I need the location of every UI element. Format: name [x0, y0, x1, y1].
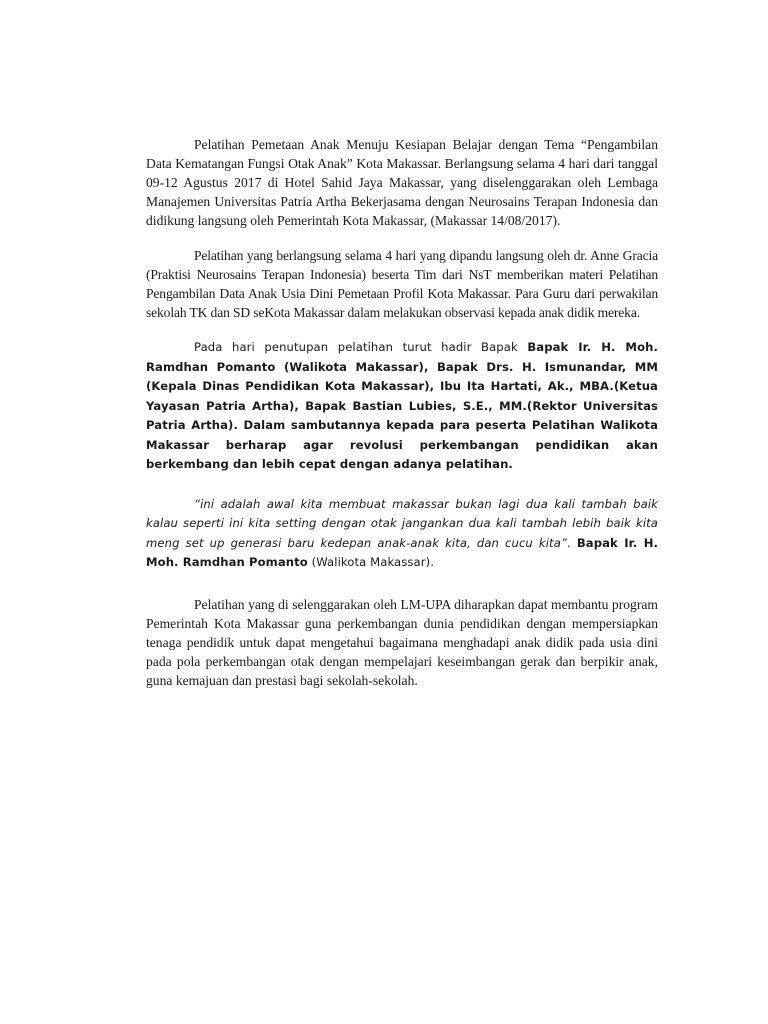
closing-rest-text: (Walikota Makassar), Bapak Drs. H. Ismunandar, MM (Kepala Dinas Pendidikan Kota Makassar), Ibu Ita Hartati, Ak., MBA.(Ketua Yayasan Patria Artha), Bapak Bastian Lubies, S.E., MM.(Rektor Universitas Patria Artha). Dalam sambutannya kepada para peserta Pelatihan Walikota Makassar berharap agar revolusi perkembangan pendidikan akan berkembang dan lebih cepat dengan adanya pelatihan. — [146, 359, 658, 471]
quote-attribution-name: Bapak Ir. H. Moh. Ramdhan Pomanto — [146, 535, 659, 569]
paragraph-intro: Pelatihan Pemetaan Anak Menuju Kesiapan Belajar dengan Tema “Pengambilan Data Kematangan Fungsi Otak Anak” Kota Makassar. Berlangsung selama 4 hari dari tanggal 09-12 Agustus 2017 di Hotel Sahid Jaya Makassar, yang diselenggarakan oleh Lembaga Manajemen Universitas Patria Artha Bekerjasama dengan Neurosains Terapan Indonesia dan didikung langsung oleh Pemerintah Kota Makassar, (Makassar 14/08/2017). — [146, 137, 658, 228]
paragraph-quote — [146, 495, 658, 573]
document-page — [146, 135, 658, 690]
quote-separator: . — [567, 535, 577, 550]
mayor-quote: “ini adalah awal kita membuat makassar bukan lagi dua kali tambah baik kalau seperti ini kita setting dengan otak jangankan dua kali tambah lebih baik kita meng set up generasi baru kedepan anak-anak kita, dan cucu kita” — [146, 496, 658, 550]
mayor-name: Bapak Ir. H. Moh. Ramdhan Pomanto — [146, 340, 658, 374]
paragraph-conclusion: Pelatihan yang di selenggarakan oleh LM-UPA diharapkan dapat membantu program Pemerintah Kota Makassar guna perkembangan dunia pendidikan dengan mempersiapkan tenaga pendidik untuk dapat mengetahui bagaimana menghadapi anak didik pada usia dini pada pola perkembangan otak dengan mempelajari keseimbangan gerak dan berpikir anak, guna kemajuan dan prestasi bagi sekolah-sekolah. — [146, 596, 658, 688]
closing-lead-text: Pada hari penutupan pelatihan turut hadir Bapak — [194, 340, 528, 354]
paragraph-closing — [146, 338, 658, 475]
quote-attribution-role: (Walikota Makassar). — [307, 555, 435, 569]
paragraph-training: Pelatihan yang berlangsung selama 4 hari yang dipandu langsung oleh dr. Anne Gracia (Praktisi Neurosains Terapan Indonesia) beserta Tim dari NsT memberikan materi Pelatihan Pengambilan Data Anak Usia Dini Pemetaan Profil Kota Makassar. Para Guru dari perwakilan sekolah TK dan SD seKota Makassar dalam melakukan observasi kepada anak didik mereka. — [146, 248, 658, 320]
